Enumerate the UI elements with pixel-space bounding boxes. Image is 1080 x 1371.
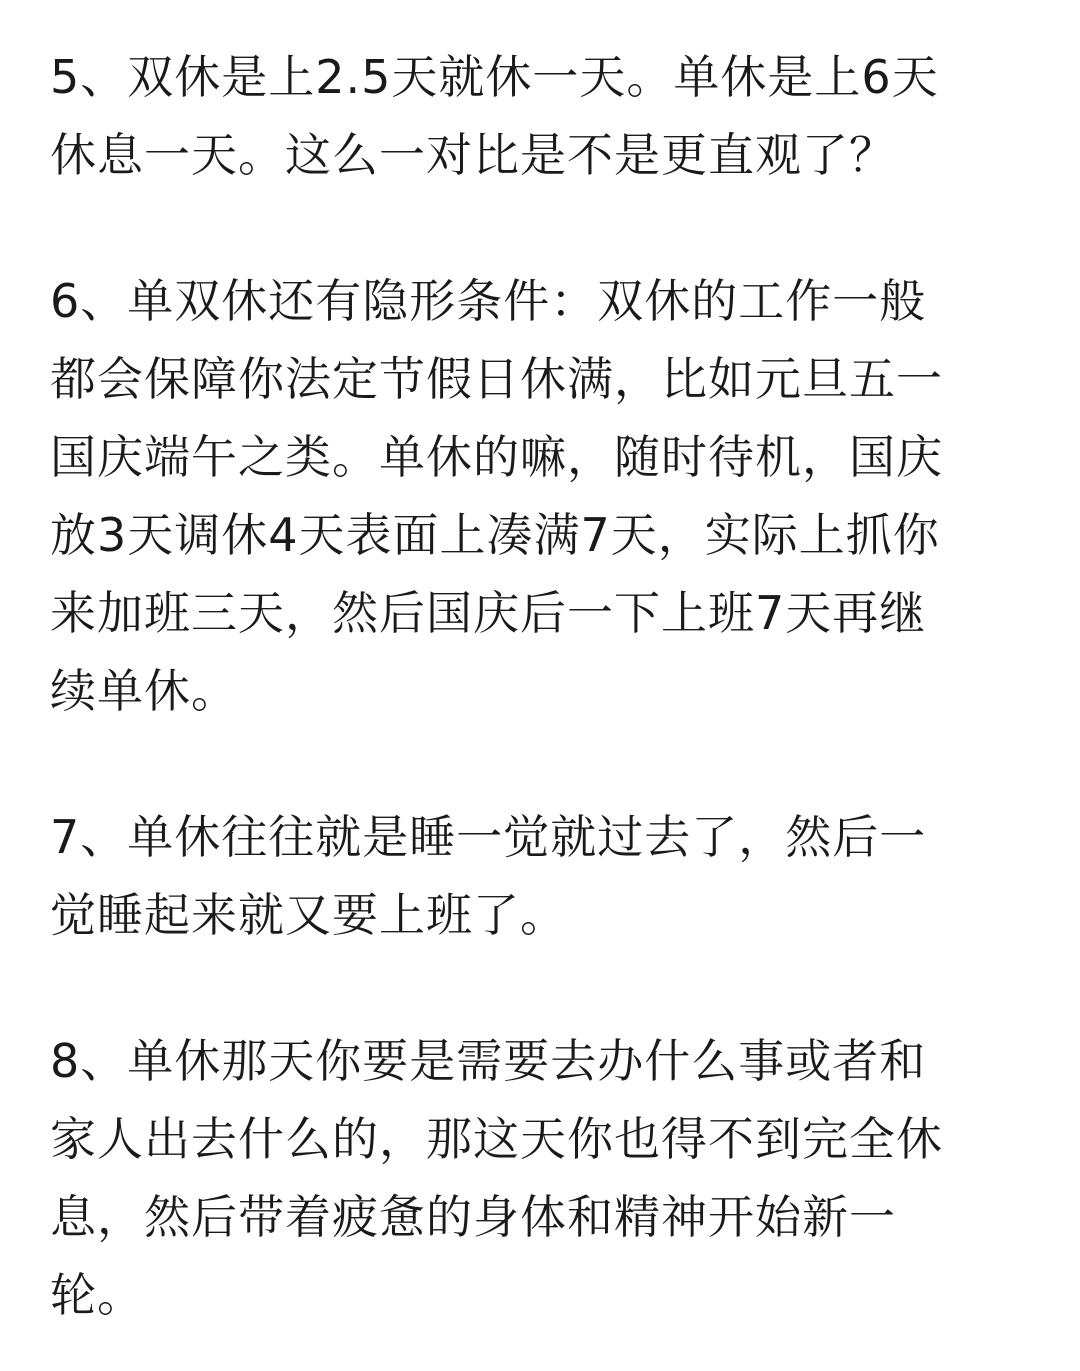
paragraph-point-7 — [50, 798, 1040, 954]
text-line: 休息一天。这么一对比是不是更直观了？ — [50, 128, 896, 182]
text-line: 国庆端午之类。单休的嘛，随时待机，国庆 — [50, 430, 943, 484]
text-line: 6、单双休还有隐形条件：双休的工作一般 — [50, 274, 927, 328]
text-line: 来加班三天，然后国庆后一下上班7天再继 — [50, 586, 927, 640]
text-line: 放3天调休4天表面上凑满7天，实际上抓你 — [50, 508, 940, 562]
text-line: 7、单休往往就是睡一觉就过去了，然后一 — [50, 810, 927, 864]
text-line: 觉睡起来就又要上班了。 — [50, 888, 567, 942]
text-line: 续单休。 — [50, 664, 238, 718]
article-body — [50, 38, 1040, 1334]
text-line: 息，然后带着疲惫的身体和精神开始新一 — [50, 1190, 896, 1244]
paragraph-point-5 — [50, 38, 1040, 194]
paragraph-point-6 — [50, 262, 1040, 730]
paragraph-point-8 — [50, 1022, 1040, 1334]
text-line: 家人出去什么的，那这天你也得不到完全休 — [50, 1112, 943, 1166]
text-line: 轮。 — [50, 1268, 144, 1322]
text-line: 8、单休那天你要是需要去办什么事或者和 — [50, 1034, 927, 1088]
text-line: 都会保障你法定节假日休满，比如元旦五一 — [50, 352, 943, 406]
text-line: 5、双休是上2.5天就休一天。单休是上6天 — [50, 50, 939, 104]
